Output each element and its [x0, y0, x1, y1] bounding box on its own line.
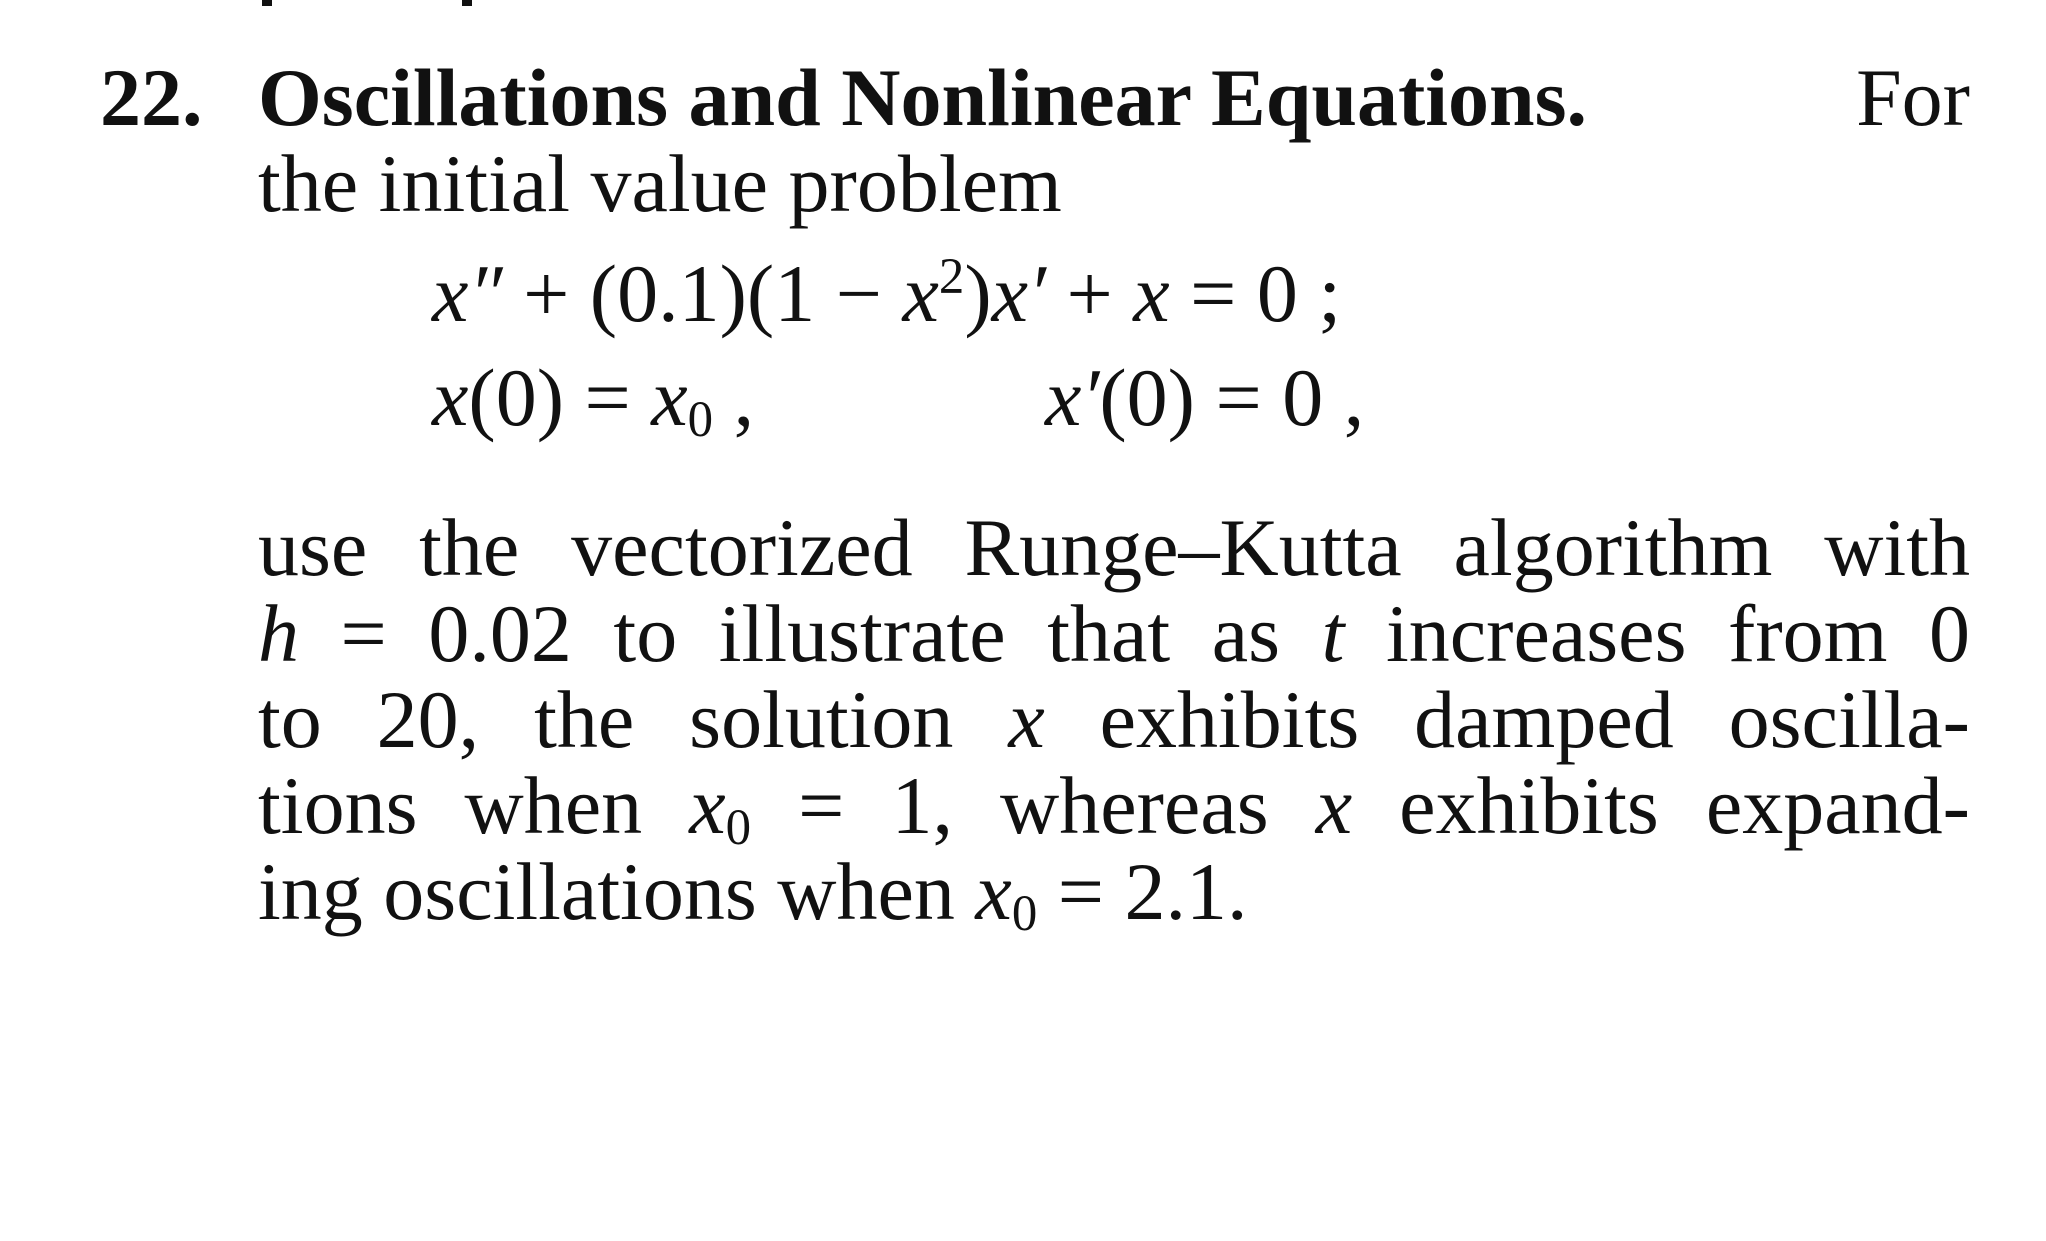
eq1-x-double-prime: x″ [432, 248, 503, 339]
body-line-5-a: ing oscillations when [258, 846, 976, 937]
body-line-4-b: = 1, whereas [751, 760, 1316, 851]
eq1-x-prime: x′ [991, 248, 1046, 339]
problem-heading [258, 48, 1970, 148]
intro-line: the initial value problem [258, 138, 1062, 229]
x0-var: x [689, 760, 726, 851]
eq2-x0-subscript: 0 [687, 391, 714, 448]
eq2-x0: x [651, 352, 688, 443]
equation-initial-x [432, 348, 754, 448]
eq1-exponent: 2 [938, 248, 965, 305]
body-line-1: use the vectorized Runge–Kutta algorithm with [258, 502, 1970, 593]
x0-subscript: 0 [725, 799, 752, 856]
top-edge-mark [262, 0, 472, 6]
body-line-3-a: to 20, the solution [258, 674, 1009, 765]
problem-title-tail: For [1856, 52, 1970, 143]
body-line-2-a: = 0.02 to illustrate that as [299, 588, 1322, 679]
eq2-x-prime: x′ [1045, 352, 1100, 443]
eq1-x-squared-base: x [902, 248, 939, 339]
eq2-rhs: (0) = 0 , [1099, 352, 1365, 443]
body-line-3-b: exhibits damped oscilla- [1044, 674, 1970, 765]
eq1-plus: + [1045, 248, 1134, 339]
body-line-4 [258, 756, 1970, 856]
top-mark-left [262, 0, 272, 6]
body-line-4-c: exhibits expand- [1352, 760, 1970, 851]
body-line-5-b: = 2.1. [1037, 846, 1248, 937]
body-line-2 [258, 584, 1970, 684]
x0-subscript-2: 0 [1011, 885, 1038, 942]
x-var: x [1315, 760, 1353, 851]
eq1-damping-coefficient: + (0.1)(1 − [502, 248, 903, 339]
body-line-4-a: tions when [258, 760, 690, 851]
equation-initial-xprime [1045, 348, 1364, 448]
body-line-5 [258, 842, 1970, 942]
step-size-h: h [258, 588, 299, 679]
eq2-x: x [432, 352, 469, 443]
top-mark-right [462, 0, 472, 6]
eq2-arg: (0) = [468, 352, 652, 443]
body-line-2-b: increases from 0 [1344, 588, 1971, 679]
x0-var-2: x [975, 846, 1012, 937]
body-line-3 [258, 670, 1970, 770]
eq2-comma: , [713, 352, 755, 443]
eq1-rhs: = 0 ; [1169, 248, 1342, 339]
time-t: t [1321, 588, 1345, 679]
eq1-close-paren: ) [964, 248, 992, 339]
problem-number: 22. [100, 52, 203, 143]
solution-x: x [1008, 674, 1045, 765]
problem-title: Oscillations and Nonlinear Equations. [258, 52, 1588, 143]
equation-ode [432, 244, 1341, 344]
eq1-x: x [1133, 248, 1170, 339]
